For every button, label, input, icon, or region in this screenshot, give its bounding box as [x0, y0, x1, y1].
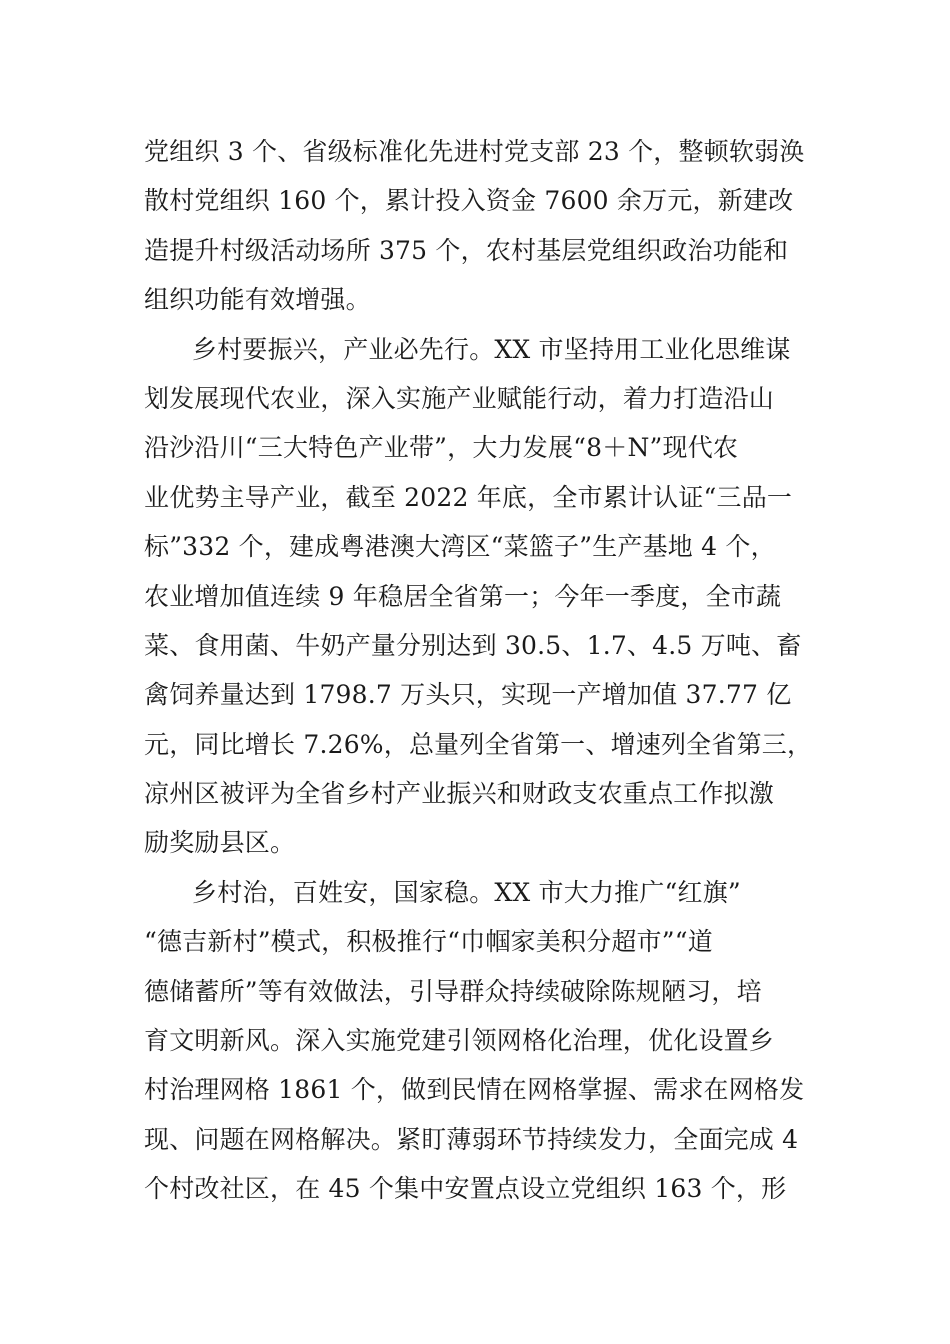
text-line: 个村改社区，在 45 个集中安置点设立党组织 163 个，形: [144, 1174, 787, 1204]
text-line: 励奖励县区。: [144, 828, 296, 858]
text-line: 散村党组织 160 个，累计投入资金 7600 余万元，新建改: [144, 186, 794, 216]
text-line: 育文明新风。深入实施党建引领网格化治理，优化设置乡: [144, 1026, 775, 1056]
text-line: 沿沙沿川“三大特色产业带”，大力发展“8＋N”现代农: [144, 433, 739, 463]
text-line: 凉州区被评为全省乡村产业振兴和财政支农重点工作拟激: [144, 779, 775, 809]
document-body: [144, 127, 844, 1214]
text-line: 元，同比增长 7.26%，总量列全省第一、增速列全省第三，: [144, 729, 813, 759]
text-line: 标”332 个，建成粤港澳大湾区“菜篮子”生产基地 4 个，: [144, 532, 776, 562]
text-line: 禽饲养量达到 1798.7 万头只，实现一产增加值 37.77 亿: [144, 680, 792, 710]
text-line: 农业增加值连续 9 年稳居全省第一；今年一季度，全市蔬: [144, 581, 782, 611]
text-line: 业优势主导产业，截至 2022 年底，全市累计认证“三品一: [144, 482, 793, 512]
text-line: 村治理网格 1861 个，做到民情在网格掌握、需求在网格发: [144, 1075, 805, 1105]
paragraph-3: [144, 868, 844, 1214]
paragraph-2: [144, 325, 844, 868]
text-line: 现、问题在网格解决。紧盯薄弱环节持续发力，全面完成 4: [144, 1124, 799, 1154]
text-line: 划发展现代农业，深入实施产业赋能行动，着力打造沿山: [144, 383, 775, 413]
text-line: 乡村治，百姓安，国家稳。XX 市大力推广“红旗”: [192, 877, 741, 907]
text-line: 党组织 3 个、省级标准化先进村党支部 23 个，整顿软弱涣: [144, 137, 805, 166]
text-line: 组织功能有效增强。: [144, 285, 371, 315]
text-line: 乡村要振兴，产业必先行。XX 市坚持用工业化思维谋: [192, 334, 791, 364]
paragraph-1: [144, 127, 844, 325]
text-line: 德储蓄所”等有效做法，引导群众持续破除陈规陋习，培: [144, 976, 762, 1006]
text-line: “德吉新村”模式，积极推行“巾帼家美积分超市”“道: [144, 927, 713, 957]
text-line: 菜、食用菌、牛奶产量分别达到 30.5、1.7、4.5 万吨、畜: [144, 630, 802, 660]
text-line: 造提升村级活动场所 375 个，农村基层党组织政治功能和: [144, 235, 789, 265]
